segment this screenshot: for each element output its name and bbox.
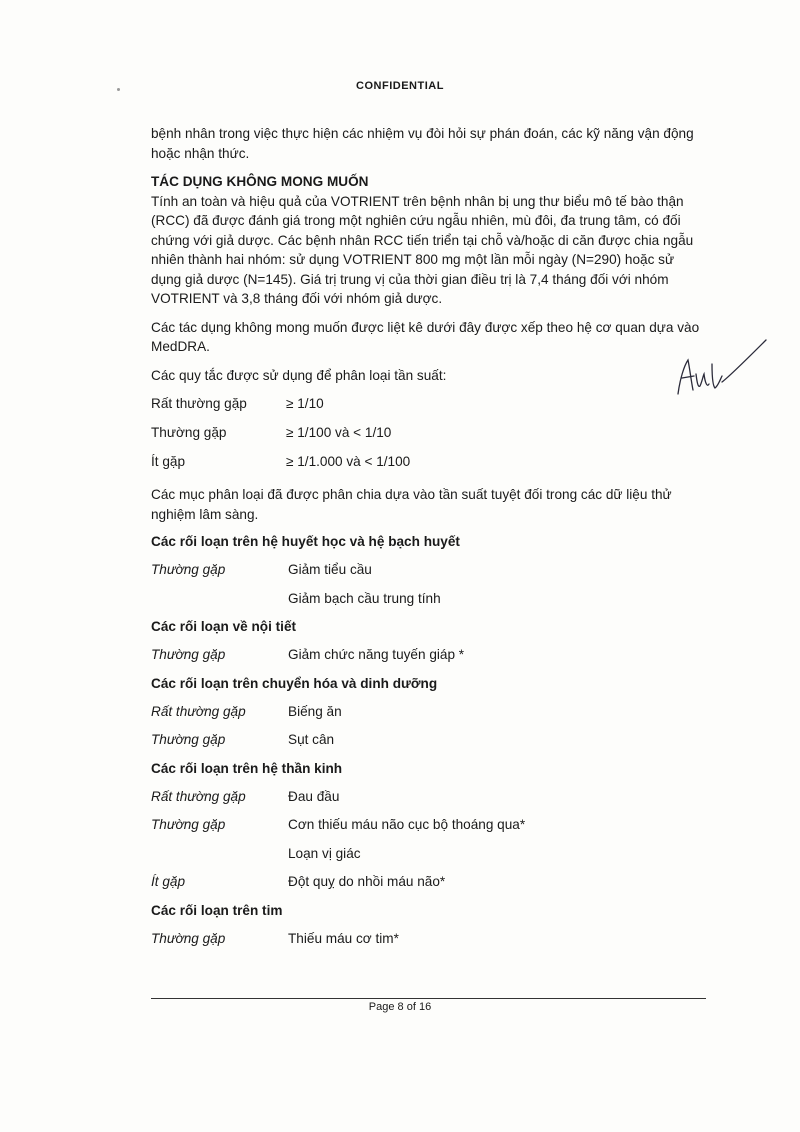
effect-frequency: Rất thường gặp [151,703,246,719]
page-number: Page 8 of 16 [368,1001,432,1013]
effect-name: Loạn vị giác [288,845,361,861]
effect-row [151,702,703,731]
frequency-rules [151,394,703,481]
effect-name: Thiếu máu cơ tim* [288,930,399,946]
effect-row [151,730,703,759]
effect-row [151,589,703,618]
rule-value: ≥ 1/10 [286,396,324,411]
effect-frequency: Thường gặp [151,562,226,577]
effect-row [151,560,703,589]
system-heading: Các rối loạn trên hệ huyết học và hệ bạch huyết [151,534,460,549]
footer-divider [151,998,706,999]
effect-name: Biếng ăn [288,703,342,719]
effect-row [151,844,703,873]
effect-frequency [151,844,288,873]
effect-row [151,815,703,844]
system-heading: Các rối loạn trên chuyển hóa và dinh dưỡng [151,675,438,691]
effect-frequency: Thường gặp [151,817,226,832]
rule-row [151,423,703,452]
rule-value: ≥ 1/1.000 và < 1/100 [286,454,411,469]
effect-frequency: Thường gặp [151,930,226,946]
effect-name: Đau đầu [288,788,340,804]
rule-row [151,452,703,481]
paragraph-4: Các mục phân loại đã được phân chia dựa vào tần suất tuyệt đối trong các dữ liệu thử nghiệm lâm sàng. [151,487,672,522]
rule-label: Thường gặp [151,425,227,440]
effect-name: Giảm chức năng tuyến giáp * [288,647,465,662]
effect-frequency [151,589,288,618]
page-content [151,124,703,957]
effect-row [151,929,703,958]
rule-label: Ít gặp [151,454,186,469]
intro-text: bệnh nhân trong việc thực hiện các nhiệm vụ đòi hỏi sự phán đoán, các kỹ năng vận động hoặc nhận thức. [151,126,694,161]
effect-row [151,872,703,901]
effect-frequency: Rất thường gặp [151,788,246,804]
effect-row [151,645,703,674]
effect-name: Cơn thiếu máu não cục bộ thoáng qua* [288,817,526,832]
rule-value: ≥ 1/100 và < 1/10 [286,425,392,440]
effect-name: Giảm tiểu cầu [288,562,372,577]
effect-name: Sụt cân [288,732,335,747]
handwritten-signature [670,334,770,399]
adverse-effects-list [151,532,703,957]
effect-frequency: Ít gặp [151,874,186,889]
rule-label: Rất thường gặp [151,396,247,411]
effect-name: Giảm bạch cầu trung tính [288,590,441,606]
section-title: TÁC DỤNG KHÔNG MONG MUỐN [151,174,369,189]
rule-row [151,394,703,423]
paragraph-2: Các tác dụng không mong muốn được liệt kê dưới đây được xếp theo hệ cơ quan dựa vào MedDRA. [151,319,700,354]
effect-name: Đột quỵ do nhồi máu não* [288,874,446,889]
paragraph-3: Các quy tắc được sử dụng để phân loại tần suất: [151,367,447,383]
system-heading: Các rối loạn về nội tiết [151,619,297,634]
system-heading: Các rối loạn trên tim [151,902,283,918]
effect-frequency: Thường gặp [151,732,226,747]
effect-frequency: Thường gặp [151,647,226,662]
effect-row [151,787,703,816]
paragraph-1: Tính an toàn và hiệu quả của VOTRIENT trên bệnh nhân bị ung thư biểu mô tế bào thận (RCC) đã được đánh giá trong một nghiên cứu ngẫu nhiên, mù đôi, đa trung tâm, có đối chứng với giả dược. Các bệnh nhân RCC tiến triển tại chỗ và/hoặc di căn được chia ngẫu nhiên thành hai nhóm: sử dụng VOTRIENT 800 mg một lần mỗi ngày (N=290) hoặc sử dụng giả dược (N=145). Giá trị trung vị của thời gian điều trị là 7,4 tháng đối với nhóm VOTRIENT và 3,8 tháng đối với nhóm giả dược. [151,193,694,306]
system-heading: Các rối loạn trên hệ thần kinh [151,760,343,776]
confidential-header: CONFIDENTIAL [356,80,444,92]
